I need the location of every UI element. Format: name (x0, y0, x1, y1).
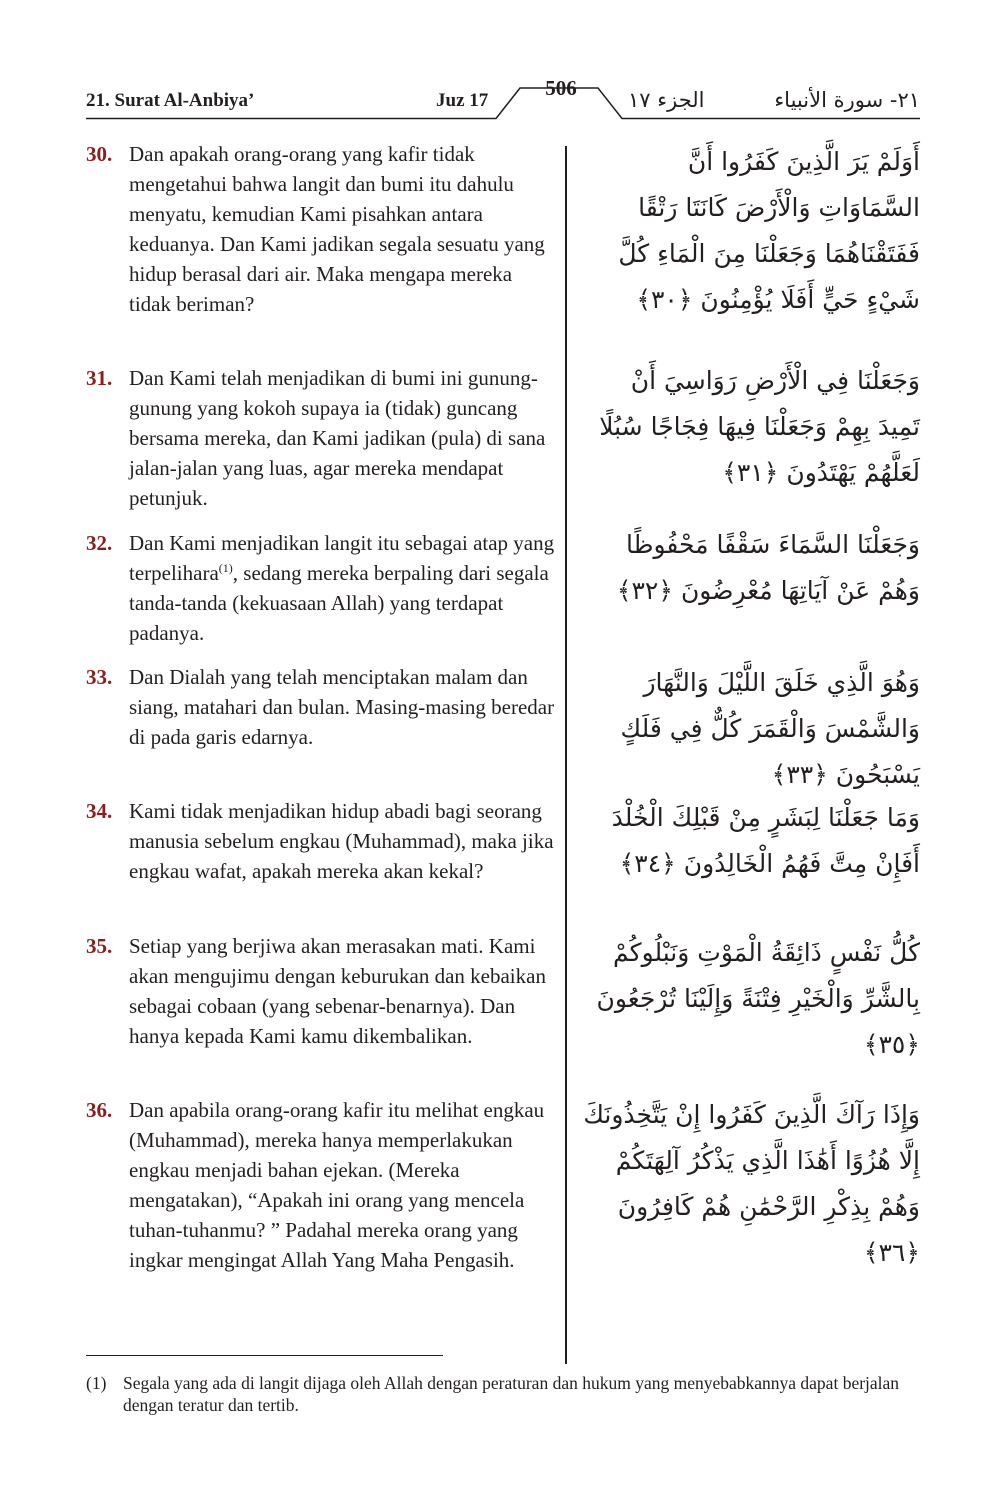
verse-30-translation (86, 139, 556, 319)
verse-36-translation (86, 1095, 556, 1275)
verse-32-translation (86, 528, 556, 648)
verse-33-arabic: وَهُوَ الَّذِي خَلَقَ اللَّيْلَ وَالنَّهَارَ وَالشَّمْسَ وَالْقَمَرَ كُلٌّ فِي فَلَكٍ يَسْبَحُونَ ﴿٣٣﴾ (620, 668, 920, 789)
column-divider (565, 146, 567, 1364)
verse-30-arabic: أَوَلَمْ يَرَ الَّذِينَ كَفَرُوا أَنَّ السَّمَاوَاتِ وَالْأَرْضَ كَانَتَا رَتْقًا فَفَتَقْنَاهُمَا وَجَعَلْنَا مِنَ الْمَاءِ كُلَّ شَيْءٍ حَيٍّ أَفَلَا يُؤْمِنُونَ ﴿٣٠﴾ (618, 147, 920, 314)
verse-text: Dan apakah orang-orang yang kafir tidak mengetahui bahwa langit dan bumi itu dahulu menyatu, kemudian Kami pisahkan antara keduanya. Dan Kami jadikan segala sesuatu yang hidup berasal dari air. Maka mengapa mereka tidak beriman? (129, 142, 545, 316)
verse-text: Dan Dialah yang telah menciptakan malam dan siang, matahari dan bulan. Masing-masing beredar di pada garis edarnya. (129, 665, 555, 749)
verse-32-arabic: وَجَعَلْنَا السَّمَاءَ سَقْفًا مَحْفُوظًا وَهُمْ عَنْ آيَاتِهَا مُعْرِضُونَ ﴿٣٢﴾ (616, 530, 920, 605)
verse-text: Dan apabila orang-orang kafir itu melihat engkau (Muhammad), mereka hanya memperlakukan engkau menjadi bahan ejekan. (Mereka mengatakan), “Apakah ini orang yang mencela tuhan-tuhanmu? ” Padahal mereka orang yang ingkar mengingat Allah Yang Maha Pengasih. (129, 1098, 545, 1272)
verse-text: Kami tidak menjadikan hidup abadi bagi seorang manusia sebelum engkau (Muhammad), maka jika engkau wafat, apakah mereka akan kekal? (129, 799, 554, 883)
footnote-mark: (1) (86, 1373, 107, 1393)
verse-34-translation (86, 796, 556, 886)
page-header (86, 76, 920, 124)
juz-label-arabic: الجزء ١٧ (628, 88, 705, 112)
verse-31-arabic: وَجَعَلْنَا فِي الْأَرْضِ رَوَاسِيَ أَنْ تَمِيدَ بِهِمْ وَجَعَلْنَا فِيهَا فِجَاجًا سُبُلًا لَعَلَّهُمْ يَهْتَدُونَ ﴿٣١﴾ (599, 366, 920, 487)
verse-35-translation (86, 931, 556, 1051)
verse-text: Setiap yang berjiwa akan merasakan mati. Kami akan mengujimu dengan keburukan dan kebaikan sebagai cobaan (yang sebenar-benarnya). Dan hanya kepada Kami kamu dikembalikan. (129, 934, 546, 1048)
verse-text: Dan Kami telah menjadikan di bumi ini gunung-gunung yang kokoh supaya ia (tidak) guncang bersama mereka, dan Kami jadikan (pula) di sana jalan-jalan yang luas, agar mereka mendapat petunjuk. (129, 366, 546, 510)
verse-number: 33. (86, 665, 113, 689)
verse-text-part: Dan Kami menjadikan langit itu sebagai atap yang terpelihara (129, 531, 555, 585)
footnote (86, 1372, 920, 1416)
footnote-text: Segala yang ada di langit dijaga oleh Allah dengan peraturan dan hukum yang menyebabkannya dapat berjalan dengan teratur dan tertib. (123, 1373, 900, 1415)
verse-number: 31. (86, 366, 113, 390)
verse-36-arabic: وَإِذَا رَآكَ الَّذِينَ كَفَرُوا إِنْ يَتَّخِذُونَكَ إِلَّا هُزُوًا أَهَٰذَا الَّذِي يَذْكُرُ آلِهَتَكُمْ وَهُمْ بِذِكْرِ الرَّحْمَٰنِ هُمْ كَافِرُونَ ﴿٣٦﴾ (583, 1100, 920, 1267)
verse-31-translation (86, 363, 556, 513)
verse-35-arabic: كُلُّ نَفْسٍ ذَائِقَةُ الْمَوْتِ وَنَبْلُوكُمْ بِالشَّرِّ وَالْخَيْرِ فِتْنَةً وَإِلَيْنَا تُرْجَعُونَ ﴿٣٥﴾ (596, 938, 920, 1059)
verse-number: 36. (86, 1098, 113, 1122)
verse-number: 32. (86, 531, 113, 555)
juz-label-latin: Juz 17 (436, 90, 489, 111)
footnote-reference: (1) (218, 561, 233, 575)
verse-text-part: , sedang mereka berpaling dari segala tanda-tanda (kekuasaan Allah) yang terdapat padanya. (129, 561, 549, 645)
verse-text (129, 528, 556, 648)
surah-title-arabic: ٢١- سورة الأنبياء (774, 88, 920, 112)
footnote-rule (86, 1355, 443, 1356)
verse-33-translation (86, 662, 556, 752)
verse-number: 34. (86, 799, 113, 823)
verse-number: 35. (86, 934, 113, 958)
page-number: 506 (545, 76, 577, 100)
surah-title-latin: 21. Surat Al-Anbiya’ (86, 90, 255, 111)
verse-34-arabic: وَمَا جَعَلْنَا لِبَشَرٍ مِنْ قَبْلِكَ الْخُلْدَ أَفَإِنْ مِتَّ فَهُمُ الْخَالِدُونَ ﴿٣٤﴾ (611, 803, 920, 878)
verse-number: 30. (86, 142, 113, 166)
